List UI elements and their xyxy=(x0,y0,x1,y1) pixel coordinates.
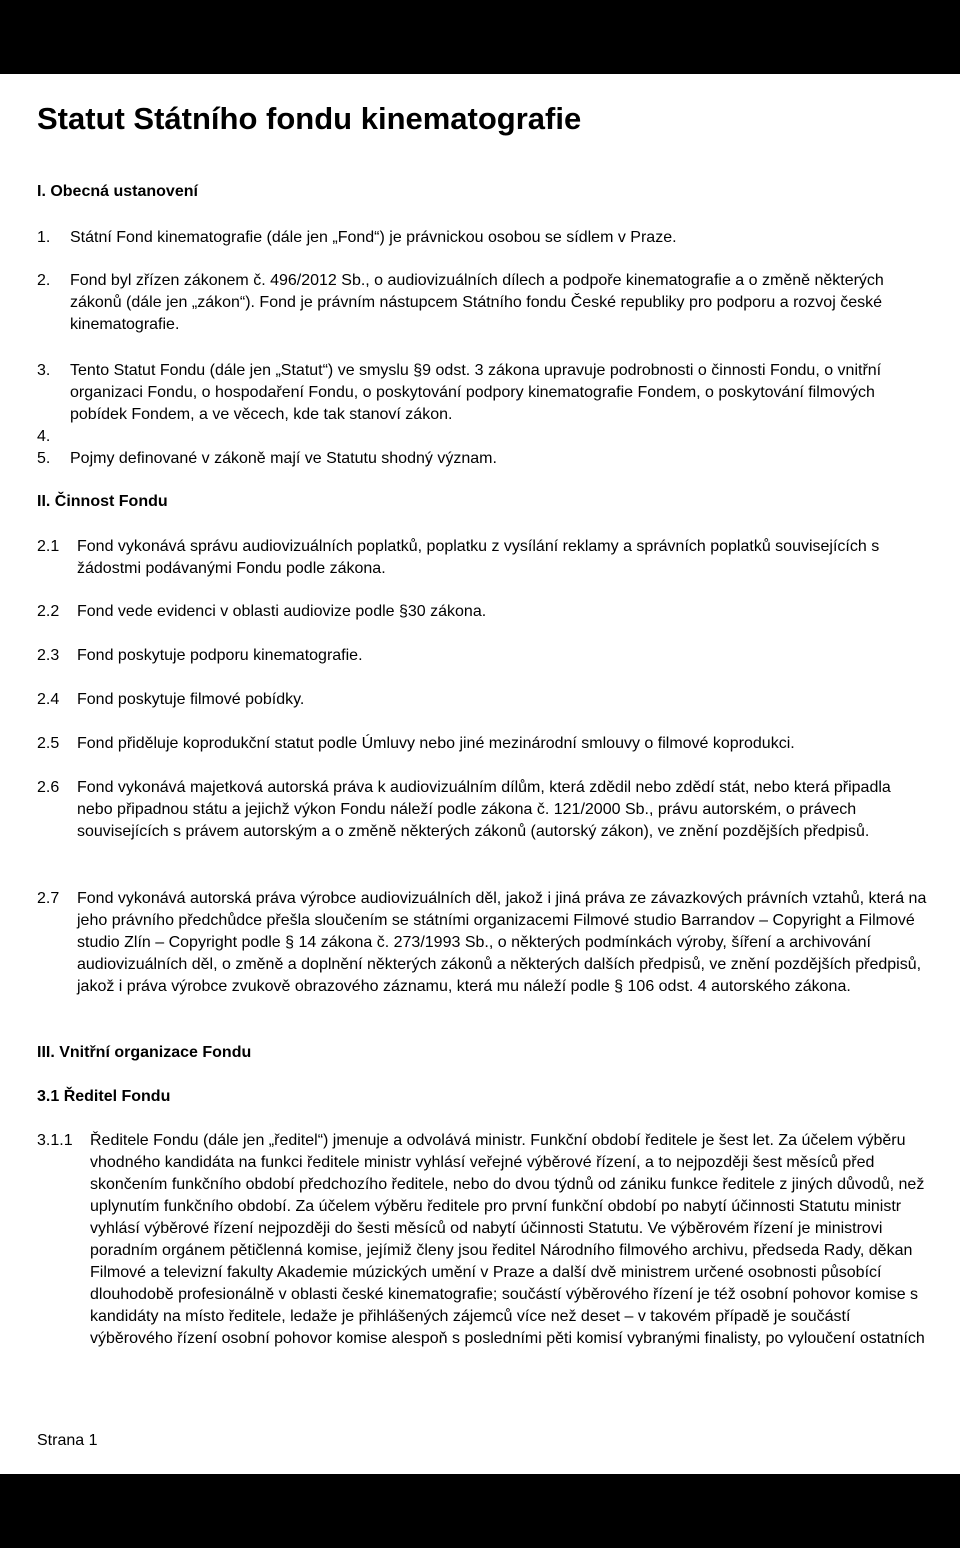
list-item xyxy=(37,536,927,580)
item-text: Fond byl zřízen zákonem č. 496/2012 Sb., o audiovizuálních dílech a podpoře kinematografie a o změně některých zákonů (dále jen „zákon“). Fond je právním nástupcem Státního fondu České republiky pro podporu a rozvoj české kinematografie. xyxy=(70,272,884,333)
bottom-black-band xyxy=(0,1474,960,1548)
list-item xyxy=(37,601,927,623)
list-item xyxy=(37,733,927,755)
item-number: 3.1.1 xyxy=(37,1132,73,1149)
document-title: Statut Státního fondu kinematografie xyxy=(37,101,582,136)
item-text: Fond vykonává autorská práva výrobce audiovizuálních děl, jakož i jiná práva ze závazkových právních vztahů, která na jeho právního předchůdce přešla sloučením se státními organizacemi Filmové studio Barrandov – Copyright a Filmové studio Zlín – Copyright podle § 14 zákona č. 273/1993 Sb., o některých podmínkách výroby, šíření a archivování audiovizuálních děl, o změně a doplnění některých zákonů a některých dalších předpisů, ve znění pozdějších předpisů, jakož i práva výrobce zvukově obrazového záznamu, která mu náleží podle § 106 odst. 4 autorského zákona. xyxy=(77,890,927,995)
list-item xyxy=(37,227,927,249)
list-item xyxy=(37,1130,927,1350)
subsection-heading: 3.1 Ředitel Fondu xyxy=(37,1088,171,1105)
item-text: Ředitele Fondu (dále jen „ředitel“) jmenuje a odvolává ministr. Funkční období ředitele je šest let. Za účelem výběru vhodného kandidáta na funkci ředitele ministr vyhlásí veřejné výběrové řízení, a to nejpozději šest měsíců před skončením funkčního období předchozího ředitele, nebo do dvou týdnů od zániku funkce ředitele z jiných důvodů, než uplynutím funkčního období. Za účelem výběru ředitele pro první funkční období po nabytí účinnosti Statutu ministr vyhlásí výběrové řízení nejpozději do šesti měsíců od nabytí účinnosti Statutu. Ve výběrovém řízení je ministrovi poradním orgánem pětičlenná komise, jejímiž členy jsou ředitel Národního filmového archivu, předseda Rady, děkan Filmové a televizní fakulty Akademie múzických umění v Praze a další dvě ministrem určené osobnosti působící dlouhodobě profesionálně v oblasti české kinematografie; součástí výběrového řízení je též osobní pohovor komise s kandidáty na místo ředitele, ledaže je přihlášených zájemců více než deset – v takovém případě je součástí výběrového řízení osobní pohovor komise alespoň s posledními pěti komisí vybranými finalisty, po vyloučení ostatních xyxy=(90,1132,925,1347)
list-item xyxy=(37,448,927,470)
item-number: 3. xyxy=(37,362,51,379)
list-item xyxy=(37,270,927,336)
list-item xyxy=(37,360,927,426)
item-text: Tento Statut Fondu (dále jen „Statut“) ve smyslu §9 odst. 3 zákona upravuje podrobnosti o činnosti Fondu, o vnitřní organizaci Fondu, o hospodaření Fondu, o poskytování podpory kinematografie Fondem, o poskytování filmových pobídek Fondem, a ve věcech, kde tak stanoví zákon. xyxy=(70,362,882,423)
item-text: Fond vykonává majetková autorská práva k audiovizuálním dílům, která zdědil nebo zdědí stát, nebo která připadla nebo připadnou státu a jejichž výkon Fondu náleží podle zákona č. 121/2000 Sb., právu autorském, o právech souvisejících s právem autorským a o změně některých zákonů (autorský zákon), ve znění pozdějších předpisů. xyxy=(77,779,891,840)
item-number: 2.6 xyxy=(37,779,60,796)
item-text: Pojmy definované v zákoně mají ve Statutu shodný význam. xyxy=(70,450,497,467)
list-item xyxy=(37,689,927,711)
section-heading-2: II. Činnost Fondu xyxy=(37,493,168,510)
item-number: 2.5 xyxy=(37,735,60,752)
item-number: 2.1 xyxy=(37,538,60,555)
item-number: 5. xyxy=(37,450,51,467)
item-text: Státní Fond kinematografie (dále jen „Fond“) je právnickou osobou se sídlem v Praze. xyxy=(70,229,677,246)
item-number: 2.7 xyxy=(37,890,60,907)
top-black-band xyxy=(0,0,960,74)
item-text: Fond poskytuje filmové pobídky. xyxy=(77,691,305,708)
item-number: 1. xyxy=(37,229,51,246)
list-item xyxy=(37,888,927,998)
item-text: Fond vede evidenci v oblasti audiovize podle §30 zákona. xyxy=(77,603,487,620)
item-number: 2.3 xyxy=(37,647,60,664)
item-number: 4. xyxy=(37,428,51,445)
item-text: Fond poskytuje podporu kinematografie. xyxy=(77,647,363,664)
page-number: Strana 1 xyxy=(37,1432,98,1449)
item-text: Fond přiděluje koprodukční statut podle Úmluvy nebo jiné mezinárodní smlouvy o filmové koprodukci. xyxy=(77,735,795,752)
list-item xyxy=(37,777,927,843)
item-number: 2. xyxy=(37,272,51,289)
item-text: Fond vykonává správu audiovizuálních poplatků, poplatku z vysílání reklamy a správních poplatků souvisejících s žádostmi podávanými Fondu podle zákona. xyxy=(77,538,880,577)
list-item xyxy=(37,645,927,667)
item-number: 2.4 xyxy=(37,691,60,708)
section-heading-1: I. Obecná ustanovení xyxy=(37,183,198,200)
item-number: 2.2 xyxy=(37,603,60,620)
section-heading-3: III. Vnitřní organizace Fondu xyxy=(37,1044,252,1061)
